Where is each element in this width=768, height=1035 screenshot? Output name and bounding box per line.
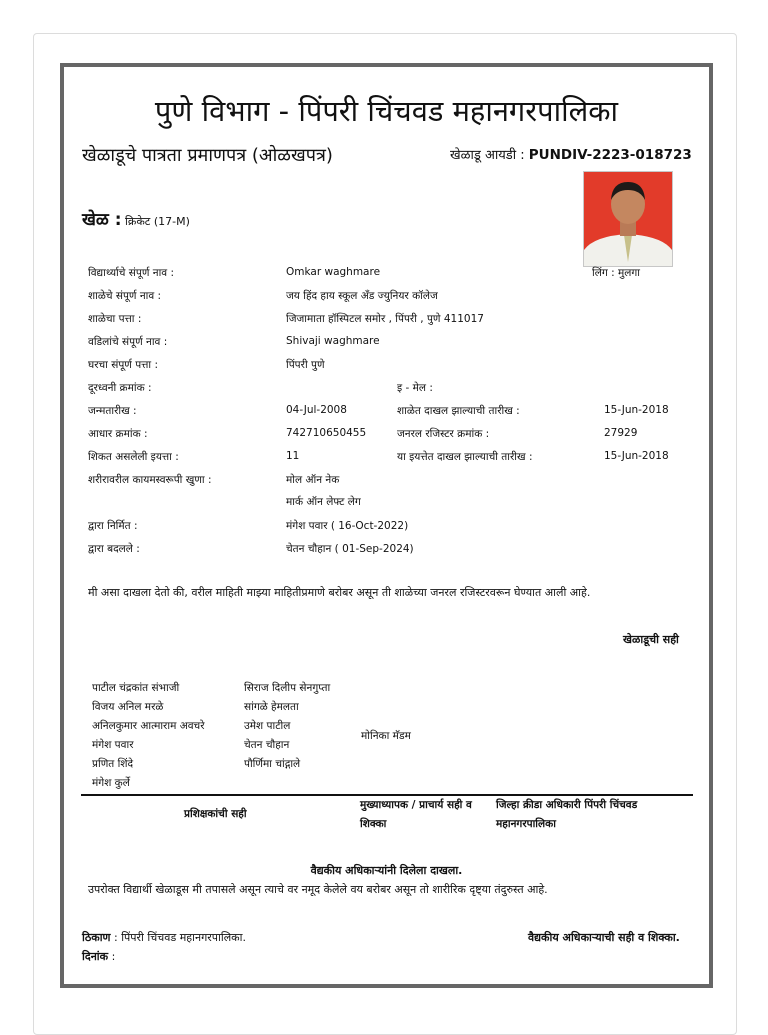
school-address-label: शाळेचा पत्ता : (88, 313, 142, 325)
signature-divider (81, 794, 693, 796)
date-label: दिनांक (82, 950, 109, 963)
player-signature-label: खेळाडूची सही (623, 633, 679, 646)
coach-name: प्रणित शिंदे (92, 758, 134, 770)
general-register-value: 27929 (604, 427, 638, 439)
general-register-label: जनरल रजिस्टर क्रमांक : (397, 428, 490, 440)
sport-row (82, 207, 190, 230)
date-row (82, 949, 115, 964)
player-photo (583, 171, 673, 267)
player-id (450, 145, 692, 163)
created-by-value: मंगेश पवार ( 16-Oct-2022) (286, 520, 409, 532)
phone-label: दूरध्वनी क्रमांक : (88, 382, 152, 394)
place-value: : पिंपरी चिंचवड महानगरपालिका. (114, 931, 246, 944)
coach-name: मंगेश पवार (92, 739, 134, 751)
coach-name: मंगेश कुर्ले (92, 777, 130, 789)
coach-signature-label: प्रशिक्षकांची सही (184, 808, 247, 820)
certificate (60, 63, 713, 988)
school-admission-value: 15-Jun-2018 (604, 404, 669, 416)
player-id-value: PUNDIV-2223-018723 (528, 147, 692, 163)
player-photo-image (584, 172, 672, 266)
coach-name: मोनिका मॅडम (361, 730, 411, 742)
place-label: ठिकाण (82, 931, 111, 944)
standard-value: 11 (286, 450, 300, 462)
principal-signature-line-2: शिक्का (360, 818, 387, 830)
father-name-label: वडिलांचे संपूर्ण नाव : (88, 336, 168, 348)
principal-signature-line-1: मुख्याध्यापक / प्राचार्य सही व (360, 799, 472, 811)
officer-signature-line-1: जिल्हा क्रीडा अधिकारी पिंपरी चिंचवड (496, 799, 638, 811)
medical-officer-signature-label: वैद्यकीय अधिकाऱ्याची सही व शिक्का. (528, 931, 680, 944)
coach-name: पौर्णिमा चांद्गाले (244, 758, 301, 770)
place-row (82, 930, 246, 945)
created-by-label: द्वारा निर्मित : (88, 520, 138, 532)
home-address-label: घरचा संपूर्ण पत्ता : (88, 359, 159, 371)
coach-name: सिराज दिलीप सेनगुप्ता (244, 682, 331, 694)
school-name-label: शाळेचे संपूर्ण नाव : (88, 290, 162, 302)
standard-admission-label: या इयत्तेत दाखल झाल्याची तारीख : (397, 451, 533, 463)
dob-label: जन्मतारीख : (88, 405, 137, 417)
sport-label: खेळ : (82, 210, 122, 230)
student-name-label: विद्यार्थ्याचे संपूर्ण नाव : (88, 267, 175, 279)
dob-value: 04-Jul-2008 (286, 404, 347, 416)
standard-admission-value: 15-Jun-2018 (604, 450, 669, 462)
sport-value: क्रिकेट (17-M) (125, 215, 190, 228)
coach-name: सांगळे हेमलता (244, 701, 299, 713)
gender-label: लिंग : (592, 267, 615, 279)
player-id-label: खेळाडू आयडी : (450, 148, 525, 163)
aadhar-label: आधार क्रमांक : (88, 428, 148, 440)
student-name-value: Omkar waghmare (286, 266, 381, 278)
school-name-value: जय हिंद हाय स्कूल अँड ज्युनियर कॉलेज (286, 290, 438, 302)
coach-name: अनिलकुमार आत्माराम अवचरे (92, 720, 205, 732)
aadhar-value: 742710650455 (286, 427, 367, 439)
medical-certificate-title: वैद्यकीय अधिकाऱ्यांनी दिलेला दाखला. (310, 864, 463, 877)
identification-mark-value-1: मोल ऑन नेक (286, 474, 340, 486)
email-label: इ - मेल : (397, 382, 433, 394)
coach-name: विजय अनिल मरळे (92, 701, 164, 713)
modified-by-label: द्वारा बदलले : (88, 543, 140, 555)
coach-name: चेतन चौहान (244, 739, 290, 751)
certificate-title: पुणे विभाग - पिंपरी चिंचवड महानगरपालिका (154, 94, 619, 128)
declaration-text: मी असा दाखला देतो की, वरील माहिती माझ्या माहितीप्रमाणे बरोबर असून ती शाळेच्या जनरल रजिस्टरवरून घेण्यात आली आहे. (88, 586, 591, 599)
gender-value: मुलगा (617, 267, 641, 279)
father-name-value: Shivaji waghmare (286, 335, 380, 347)
coach-name: पाटील चंद्रकांत संभाजी (92, 682, 180, 694)
certificate-subtitle: खेळाडूचे पात्रता प्रमाणपत्र (ओळखपत्र) (82, 145, 333, 166)
date-value: : (111, 950, 116, 963)
officer-signature-line-2: महानगरपालिका (496, 818, 556, 830)
identification-mark-value-2: मार्क ऑन लेफ्ट लेग (286, 496, 361, 508)
home-address-value: पिंपरी पुणे (286, 359, 325, 371)
gender (592, 266, 640, 280)
coach-name: उमेश पाटील (244, 720, 291, 732)
medical-certificate-text: उपरोक्त विद्यार्थी खेळाडूस मी तपासले असून त्याचे वर नमूद केलेले वय बरोबर असून तो शारीरिक दृष्ट्या तंदुरुस्त आहे. (88, 883, 548, 896)
standard-label: शिकत असलेली इयत्ता : (88, 451, 179, 463)
school-address-value: जिजामाता हॉस्पिटल समोर , पिंपरी , पुणे 411017 (286, 313, 484, 325)
school-admission-label: शाळेत दाखल झाल्याची तारीख : (397, 405, 520, 417)
modified-by-value: चेतन चौहान ( 01-Sep-2024) (286, 543, 414, 555)
identification-mark-label: शरीरावरील कायमस्वरूपी खुणा : (88, 474, 212, 486)
